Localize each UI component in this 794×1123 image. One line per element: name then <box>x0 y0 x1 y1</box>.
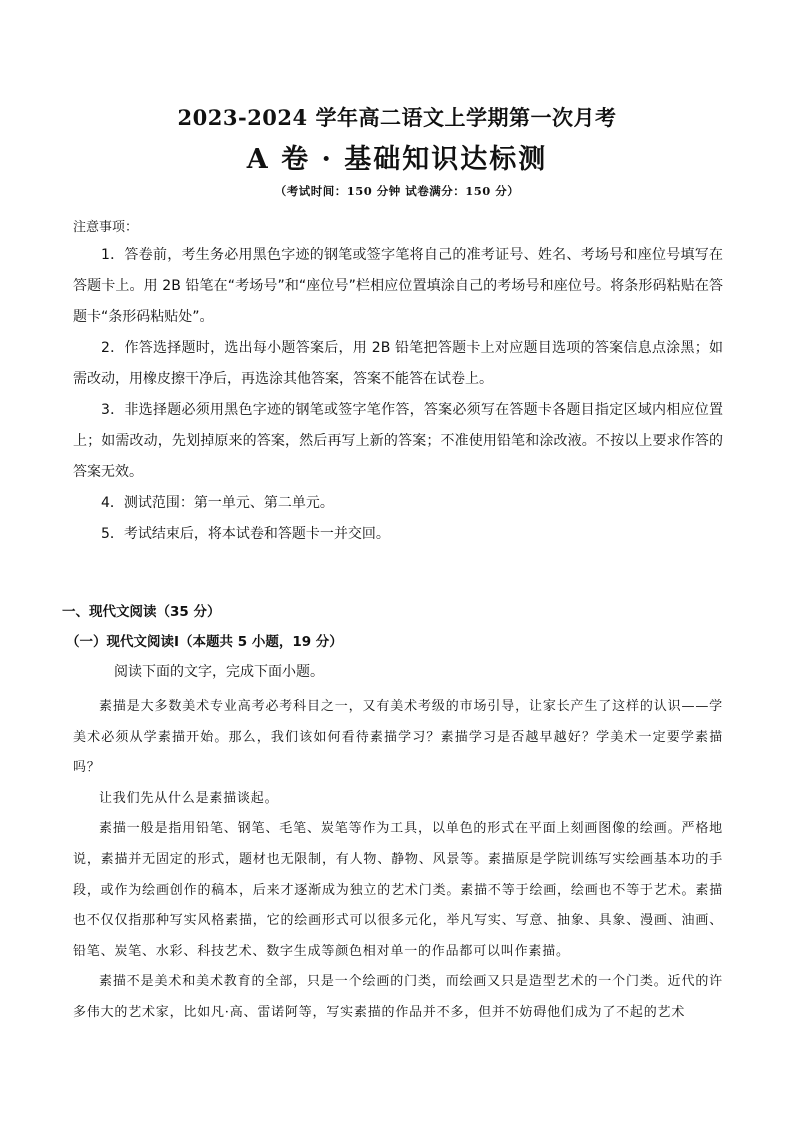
reading-passage <box>73 692 723 1029</box>
reading-instruction: 阅读下面的文字，完成下面小题。 <box>114 664 324 680</box>
passage-paragraph: 素描一般是指用铅笔、钢笔、毛笔、炭笔等作为工具，以单色的形式在平面上刻画图像的绘画。严格地说，素描并无固定的形式，题材也无限制，有人物、静物、风景等。素描原是学院训练写实绘画基本功的手段，或作为绘画创作的稿本，后来才逐渐成为独立的艺术门类。素描不等于绘画，绘画也不等于艺术。素描也不仅仅指那种写实风格素描，它的绘画形式可以很多元化，举凡写实、写意、抽象、具象、漫画、油画、铅笔、炭笔、水彩、科技艺术、数字生成等颜色相对单一的作品都可以叫作素描。 <box>73 821 723 959</box>
notice-item: 1．答卷前，考生务必用黑色字迹的钢笔或签字笔将自己的准考证号、姓名、考场号和座位号填写在答题卡上。用 2B 铅笔在“考场号”和“座位号”栏相应位置填涂自己的考场号和座位号。将条形码粘贴在答题卡“条形码粘贴处”。 <box>73 247 723 325</box>
section-heading: 一、现代文阅读（35 分） <box>62 604 221 620</box>
exam-subtitle: A 卷 · 基础知识达标测 <box>246 144 548 175</box>
passage-paragraph: 素描不是美术和美术教育的全部，只是一个绘画的门类，而绘画又只是造型艺术的一个门类。近代的许多伟大的艺术家，比如凡·高、雷诺阿等，写实素描的作品并不多，但并不妨碍他们成为了不起的艺术 <box>73 974 723 1020</box>
notice-list <box>73 240 723 550</box>
notice-item: 3．非选择题必须用黑色字迹的钢笔或签字笔作答，答案必须写在答题卡各题目指定区域内相应位置上；如需改动，先划掉原来的答案，然后再写上新的答案；不准使用铅笔和涂改液。不按以上要求作答的答案无效。 <box>73 402 723 480</box>
subsection-heading: （一）现代文阅读Ⅰ（本题共 5 小题，19 分） <box>66 634 343 650</box>
exam-title: 2023-2024 学年高二语文上学期第一次月考 <box>177 105 617 130</box>
notice-item: 4．测试范围：第一单元、第二单元。 <box>101 495 334 511</box>
passage-paragraph: 素描是大多数美术专业高考必考科目之一，又有美术考级的市场引导，让家长产生了这样的认识——学美术必须从学素描开始。那么，我们该如何看待素描学习？素描学习是否越早越好？学美术一定要学素描吗？ <box>73 699 723 776</box>
passage-paragraph: 让我们先从什么是素描谈起。 <box>99 790 279 806</box>
notice-item: 2．作答选择题时，选出每小题答案后，用 2B 铅笔把答题卡上对应题目选项的答案信息点涂黑；如需改动，用橡皮擦干净后，再选涂其他答案，答案不能答在试卷上。 <box>73 340 723 387</box>
notice-item: 5．考试结束后，将本试卷和答题卡一并交回。 <box>101 526 390 542</box>
notice-heading: 注意事项： <box>73 220 139 235</box>
exam-info: （考试时间：150 分钟 试卷满分：150 分） <box>274 184 520 198</box>
